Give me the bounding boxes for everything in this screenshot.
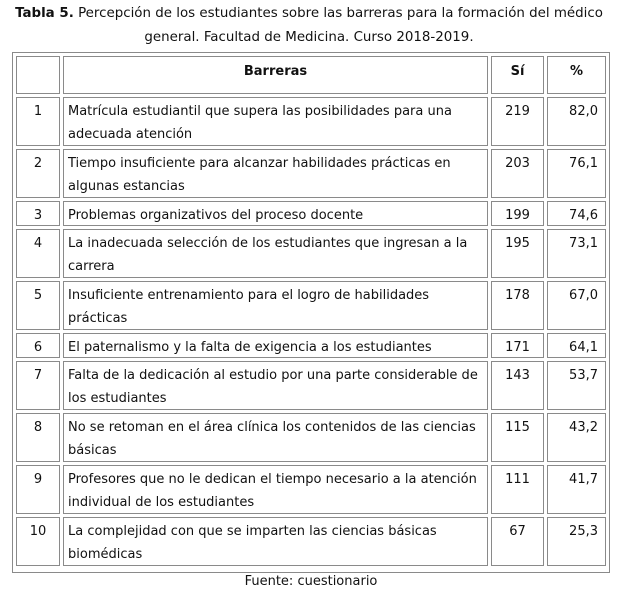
row-percentage: 43,2 (547, 413, 606, 462)
header-barreras: Barreras (63, 56, 488, 94)
row-si-count: 199 (491, 201, 544, 226)
row-number: 9 (16, 465, 60, 514)
row-percentage: 64,1 (547, 333, 606, 358)
row-barrier: La inadecuada selección de los estudiantes que ingresan a la carrera (63, 229, 488, 278)
row-si-count: 195 (491, 229, 544, 278)
row-si-count: 111 (491, 465, 544, 514)
table-caption (6, 2, 612, 50)
row-barrier: Falta de la dedicación al estudio por una parte considerable de los estudiantes (63, 361, 488, 410)
row-barrier: La complejidad con que se imparten las ciencias básicas biomédicas (63, 517, 488, 566)
row-si-count: 219 (491, 97, 544, 146)
row-number: 8 (16, 413, 60, 462)
barriers-table (12, 52, 610, 573)
row-percentage: 74,6 (547, 201, 606, 226)
row-number: 4 (16, 229, 60, 278)
row-barrier: Problemas organizativos del proceso docente (63, 201, 488, 226)
row-percentage: 82,0 (547, 97, 606, 146)
row-si-count: 203 (491, 149, 544, 198)
row-si-count: 115 (491, 413, 544, 462)
row-percentage: 76,1 (547, 149, 606, 198)
row-si-count: 171 (491, 333, 544, 358)
row-barrier: No se retoman en el área clínica los contenidos de las ciencias básicas (63, 413, 488, 462)
row-si-count: 143 (491, 361, 544, 410)
header-percent: % (547, 56, 606, 94)
table-body (16, 56, 606, 569)
header-number (16, 56, 60, 94)
row-number: 1 (16, 97, 60, 146)
header-si: Sí (491, 56, 544, 94)
row-number: 7 (16, 361, 60, 410)
row-barrier: Profesores que no le dedican el tiempo necesario a la atención individual de los estudiantes (63, 465, 488, 514)
row-si-count: 178 (491, 281, 544, 330)
source-note: Fuente: cuestionario (244, 574, 378, 589)
row-percentage: 41,7 (547, 465, 606, 514)
row-number: 10 (16, 517, 60, 566)
row-barrier: Tiempo insuficiente para alcanzar habilidades prácticas en algunas estancias (63, 149, 488, 198)
row-percentage: 73,1 (547, 229, 606, 278)
row-number: 5 (16, 281, 60, 330)
row-number: 3 (16, 201, 60, 226)
caption-text: Percepción de los estudiantes sobre las barreras para la formación del médico general. Facultad de Medicina. Curso 2018-2019. (78, 6, 603, 45)
row-percentage: 53,7 (547, 361, 606, 410)
row-barrier: Insuficiente entrenamiento para el logro de habilidades prácticas (63, 281, 488, 330)
caption-label: Tabla 5. (15, 6, 74, 21)
row-percentage: 25,3 (547, 517, 606, 566)
row-barrier: El paternalismo y la falta de exigencia a los estudiantes (63, 333, 488, 358)
row-barrier: Matrícula estudiantil que supera las posibilidades para una adecuada atención (63, 97, 488, 146)
row-number: 6 (16, 333, 60, 358)
row-si-count: 67 (491, 517, 544, 566)
row-percentage: 67,0 (547, 281, 606, 330)
row-number: 2 (16, 149, 60, 198)
